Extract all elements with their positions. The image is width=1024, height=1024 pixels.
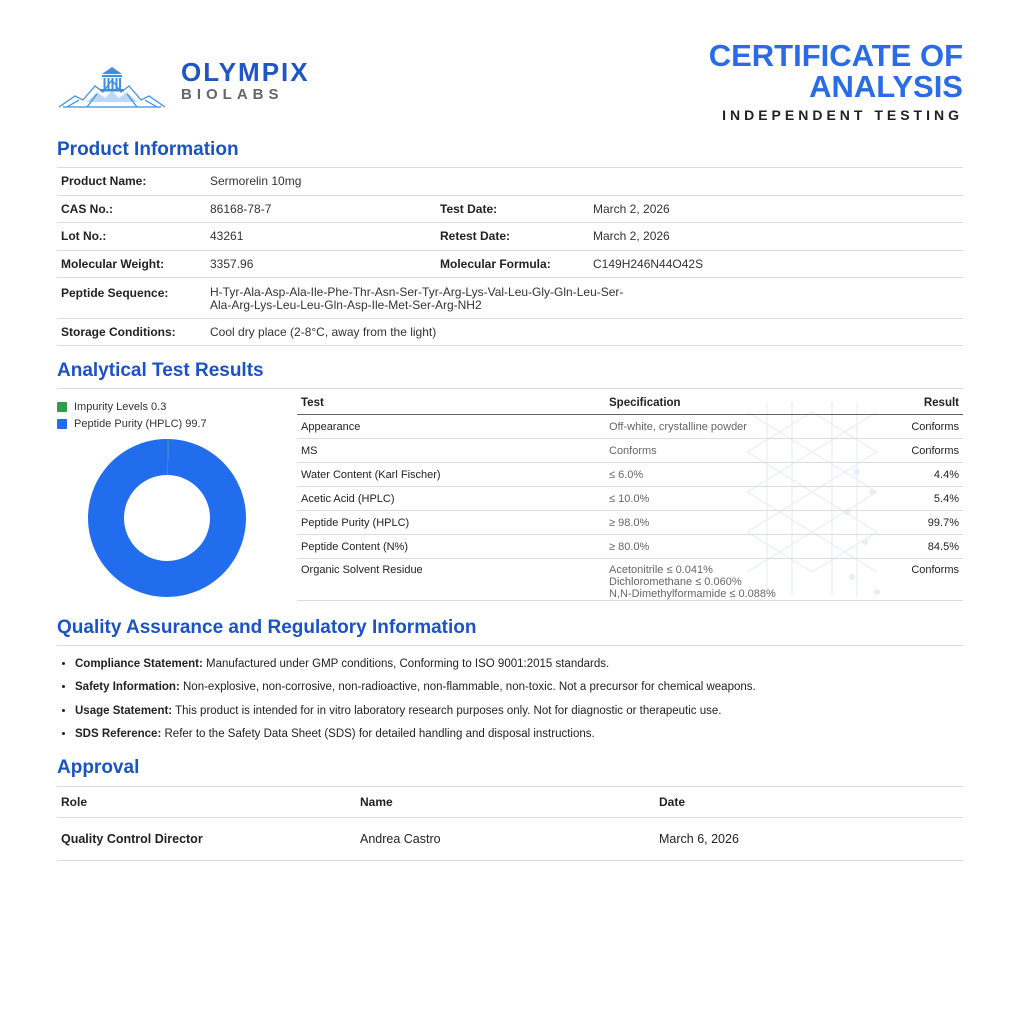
qa-item-text: Non-explosive, non-corrosive, non-radioactive, non-flammable, non-toxic. Not a precursor for chemical weapons.: [183, 681, 756, 694]
certificate-subtitle: INDEPENDENT TESTING: [722, 107, 963, 123]
results-header-row: [297, 392, 963, 415]
test-date-value: March 2, 2026: [589, 195, 963, 222]
qa-item-text: This product is intended for in vitro laboratory research purposes only. Not for diagnostic or therapeutic use.: [175, 704, 722, 717]
test-name: MS: [297, 439, 605, 463]
approver-role: Quality Control Director: [57, 818, 356, 861]
table-row: [297, 415, 963, 439]
spec-line: Dichloromethane ≤ 0.060%: [609, 576, 742, 588]
sequence-line: Ala-Arg-Lys-Leu-Leu-Gln-Asp-Ile-Met-Ser-Arg-NH2: [210, 297, 482, 312]
approver-name: Andrea Castro: [356, 818, 655, 861]
test-spec: ≥ 80.0%: [605, 535, 835, 559]
test-spec: Conforms: [605, 439, 835, 463]
results-table: [297, 392, 963, 601]
table-row: [297, 511, 963, 535]
column-header-role: Role: [57, 787, 356, 818]
test-date-label: Test Date:: [436, 195, 589, 222]
test-result: 5.4%: [835, 487, 963, 511]
test-name: Peptide Purity (HPLC): [297, 511, 605, 535]
cas-label: CAS No.:: [57, 195, 206, 222]
analytical-heading: Analytical Test Results: [57, 360, 264, 381]
test-spec: ≤ 6.0%: [605, 463, 835, 487]
molecular-formula-value: C149H246N44O42S: [589, 250, 963, 277]
column-header-result: Result: [835, 392, 963, 415]
spec-line: N,N-Dimethylformamide ≤ 0.088%: [609, 588, 776, 600]
molecular-formula-label: Molecular Formula:: [436, 250, 589, 277]
sequence-line: H-Tyr-Ala-Asp-Ala-Ile-Phe-Thr-Asn-Ser-Tyr-Arg-Lys-Val-Leu-Gly-Gln-Leu-Ser-: [210, 284, 624, 299]
list-item: [75, 725, 756, 748]
brand-subtitle: BIOLABS: [181, 86, 284, 103]
table-row: [57, 222, 963, 250]
mountain-temple-logo-icon: [57, 58, 167, 110]
approval-heading: Approval: [57, 757, 140, 778]
test-result: 4.4%: [835, 463, 963, 487]
divider: [57, 645, 963, 646]
molecular-weight-label: Molecular Weight:: [57, 250, 206, 277]
approval-table: [57, 786, 963, 861]
test-spec: Off-white, crystalline powder: [605, 415, 835, 439]
molecular-weight-value: 3357.96: [206, 250, 436, 277]
qa-item-text: Manufactured under GMP conditions, Conforming to ISO 9001:2015 standards.: [206, 658, 610, 670]
certificate-title: CERTIFICATE OF ANALYSIS: [708, 38, 963, 104]
divider: [57, 388, 963, 389]
column-header-name: Name: [356, 787, 655, 818]
table-row: [57, 277, 963, 318]
table-row: [297, 559, 963, 601]
table-row: [57, 250, 963, 277]
brand-block: [181, 58, 310, 104]
table-row: [297, 487, 963, 511]
qa-list: [75, 655, 756, 748]
product-info-table: [57, 168, 963, 346]
test-name: Peptide Content (N%): [297, 535, 605, 559]
qa-item-label: Compliance Statement:: [75, 658, 203, 670]
approval-date: March 6, 2026: [655, 818, 963, 861]
legend-item: [57, 398, 207, 415]
storage-value: Cool dry place (2-8°C, away from the light): [206, 318, 963, 345]
approval-header-row: [57, 787, 963, 818]
qa-heading: Quality Assurance and Regulatory Information: [57, 617, 477, 638]
brand-name: OLYMPIX: [181, 57, 310, 87]
donut-slice-peptide-purity-hplc: [88, 439, 246, 597]
table-row: [57, 318, 963, 345]
product-name-label: Product Name:: [57, 168, 206, 195]
test-spec: ≥ 98.0%: [605, 511, 835, 535]
qa-item-text: Refer to the Safety Data Sheet (SDS) for detailed handling and disposal instructions.: [164, 727, 595, 740]
legend-swatch: [57, 402, 67, 412]
retest-date-value: March 2, 2026: [589, 222, 963, 250]
list-item: [75, 655, 756, 678]
test-result: Conforms: [835, 439, 963, 463]
table-row: [57, 818, 963, 861]
peptide-sequence-label: Peptide Sequence:: [57, 277, 206, 318]
list-item: [75, 678, 756, 701]
test-result: Conforms: [835, 559, 963, 601]
qa-item-label: Usage Statement:: [75, 704, 173, 717]
table-row: [57, 195, 963, 222]
chart-legend: [57, 398, 207, 432]
legend-label: Impurity Levels 0.3: [74, 400, 167, 413]
storage-label: Storage Conditions:: [57, 318, 206, 345]
product-info-heading: Product Information: [57, 139, 239, 160]
legend-label: Peptide Purity (HPLC) 99.7: [74, 417, 207, 430]
table-row: [297, 463, 963, 487]
test-result: Conforms: [835, 415, 963, 439]
legend-item: [57, 415, 207, 432]
column-header-date: Date: [655, 787, 963, 818]
list-item: [75, 702, 756, 725]
lot-label: Lot No.:: [57, 222, 206, 250]
test-name: Water Content (Karl Fischer): [297, 463, 605, 487]
retest-date-label: Retest Date:: [436, 222, 589, 250]
table-row: [297, 439, 963, 463]
product-name-value: Sermorelin 10mg: [206, 168, 963, 195]
test-spec: ≤ 10.0%: [605, 487, 835, 511]
table-row: [57, 168, 963, 195]
legend-swatch: [57, 419, 67, 429]
test-name: Acetic Acid (HPLC): [297, 487, 605, 511]
qa-item-label: SDS Reference:: [75, 727, 162, 740]
test-result: 99.7%: [835, 511, 963, 535]
column-header-specification: Specification: [605, 392, 835, 415]
cas-value: 86168-78-7: [206, 195, 436, 222]
spec-line: Acetonitrile ≤ 0.041%: [609, 564, 713, 576]
table-row: [297, 535, 963, 559]
test-spec: [605, 559, 835, 601]
test-result: 84.5%: [835, 535, 963, 559]
peptide-sequence-value: [206, 277, 963, 318]
column-header-test: Test: [297, 392, 605, 415]
test-name: Appearance: [297, 415, 605, 439]
qa-item-label: Safety Information:: [75, 681, 180, 694]
test-name: Organic Solvent Residue: [297, 559, 605, 601]
lot-value: 43261: [206, 222, 436, 250]
purity-donut-chart: [87, 438, 247, 598]
